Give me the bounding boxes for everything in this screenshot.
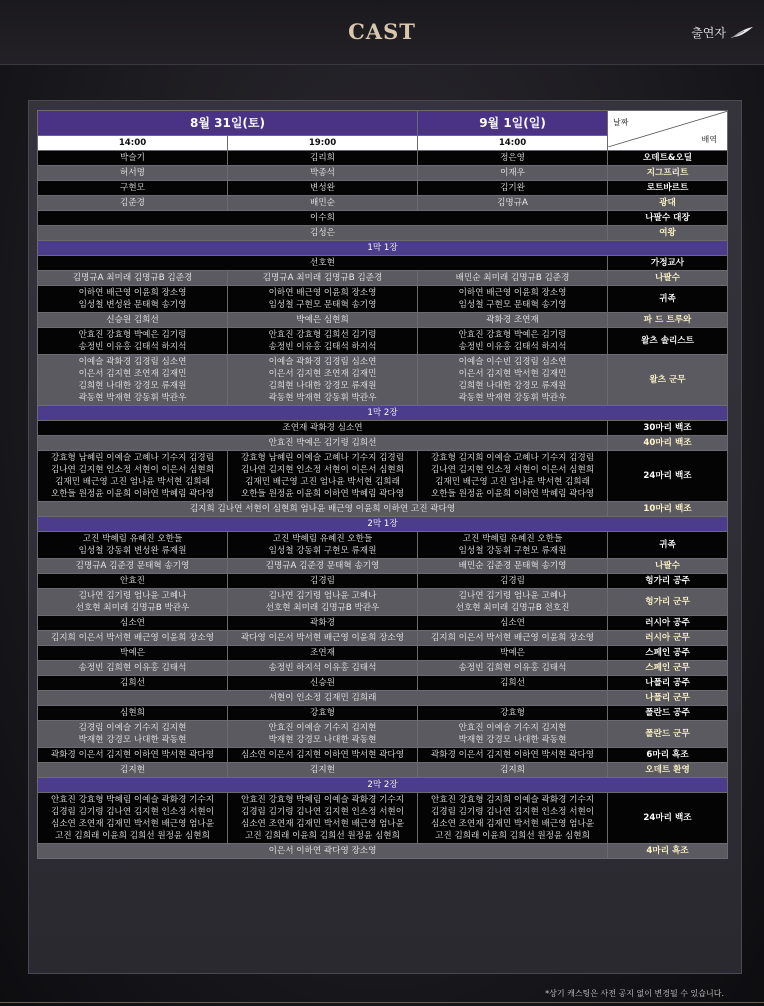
cast-cell: 고진 박혜림 유혜진 오한들 임성철 강동휘 변성완 류재원 [38, 532, 228, 559]
role-cell: 10마리 백조 [608, 502, 728, 517]
role-cell: 귀족 [608, 286, 728, 313]
scene-header-row [38, 241, 728, 256]
cast-row [38, 589, 728, 616]
cast-cell: 이예슬 이수빈 김경림 심소연 이은서 김지현 박서현 김재민 김희현 나대한 강경모 류재원 곽동현 박재현 강동휘 박관우 [418, 355, 608, 406]
time-1: 14:00 [38, 136, 228, 151]
feather-icon [730, 26, 754, 40]
cast-row [38, 661, 728, 676]
role-cell: 귀족 [608, 532, 728, 559]
cast-cell: 김경림 [418, 574, 608, 589]
cast-cell: 강효형 [418, 706, 608, 721]
role-cell: 40마리 백조 [608, 436, 728, 451]
date-sep1: 9월 1일(일) [418, 111, 608, 136]
scene-label: 2막 1장 [38, 517, 728, 532]
cast-cell: 안효진 강효형 박혜림 이예슬 곽화경 기수지 김경림 김기령 김나연 김지현 인소정 서현이 심소연 조연재 김재민 박서현 배근영 엄나윤 고진 김희래 이윤희 김희선 원정윤 심현희 [228, 793, 418, 844]
cast-row [38, 196, 728, 211]
cast-body [38, 151, 728, 859]
scene-label: 2막 2장 [38, 778, 728, 793]
role-cell: 러시아 공주 [608, 616, 728, 631]
cast-cell: 강효형 김지희 이예슬 고혜나 기수지 김경림 김나연 김지현 인소정 서현이 이은서 심현희 김재민 배근영 고진 엄나윤 박서현 김희래 오한들 원정윤 이윤희 이하연 박혜림 곽다영 [418, 451, 608, 502]
role-cell: 헝가리 군무 [608, 589, 728, 616]
role-cell: 나팔수 대장 [608, 211, 728, 226]
cast-cell: 고진 박혜림 유혜진 오한들 임성철 강동휘 구현모 류재원 [228, 532, 418, 559]
cast-cell: 송정빈 김희현 이유홍 김태석 [38, 661, 228, 676]
cast-cell: 김지희 김나연 서현이 심현희 엄나윤 배근영 이윤희 이하연 고진 곽다영 [38, 502, 608, 517]
cast-cell: 김지희 [418, 763, 608, 778]
corner-date-label: 날짜 [613, 118, 629, 127]
cast-row [38, 646, 728, 661]
scene-header-row [38, 406, 728, 421]
role-cell: 폴란드 공주 [608, 706, 728, 721]
cast-cell: 김나연 김기령 엄나윤 고혜나 선호현 최미래 김명규B 박관우 [228, 589, 418, 616]
cast-cell: 이예슬 곽화경 김경림 심소연 이은서 김지현 조연재 김재민 김희현 나대한 강경모 류재원 곽동현 박재현 강동휘 박관우 [228, 355, 418, 406]
cast-row [38, 631, 728, 646]
role-cell: 여왕 [608, 226, 728, 241]
cast-cell: 김기완 [418, 181, 608, 196]
date-aug31: 8월 31일(토) [38, 111, 418, 136]
role-cell: 나폴리 군무 [608, 691, 728, 706]
cast-cell: 배민순 [228, 196, 418, 211]
role-cell: 스페인 공주 [608, 646, 728, 661]
role-cell: 30마리 백조 [608, 421, 728, 436]
cast-cell: 곽화경 [228, 616, 418, 631]
cast-row [38, 226, 728, 241]
cast-row [38, 616, 728, 631]
cast-cell: 박예은 심현희 [228, 313, 418, 328]
cast-row [38, 421, 728, 436]
cast-cell: 변성완 [228, 181, 418, 196]
cast-cell: 김지희 이은서 박서현 배근영 이윤희 장소영 [38, 631, 228, 646]
cast-cell: 안효진 강효형 김희선 김기령 송정빈 이유홍 김태석 하지석 [228, 328, 418, 355]
cast-cell: 안효진 강효형 박혜림 이예슬 곽화경 기수지 김경림 김기령 김나연 김지현 인소정 서현이 심소연 조연재 김재민 박서현 배근영 엄나윤 고진 김희래 이윤희 김희선 원정윤 심현희 [38, 793, 228, 844]
cast-cell: 송정빈 김희현 이유홍 김태석 [418, 661, 608, 676]
cast-cell: 김지현 [228, 763, 418, 778]
cast-cell: 김나연 김기령 엄나윤 고혜나 선호현 최미래 김명규B 전호진 [418, 589, 608, 616]
cast-label-text: 출연자 [691, 26, 726, 40]
cast-row [38, 436, 728, 451]
cast-cell: 조연재 곽화경 심소연 [38, 421, 608, 436]
role-cell: 24마리 백조 [608, 451, 728, 502]
cast-row [38, 256, 728, 271]
role-cell: 오데트&오딜 [608, 151, 728, 166]
cast-row [38, 706, 728, 721]
cast-cell: 안효진 이예슬 기수지 김지현 박재현 강경모 나대한 곽동현 [228, 721, 418, 748]
cast-cell: 김지현 [38, 763, 228, 778]
cast-cell: 김명규A [418, 196, 608, 211]
cast-row [38, 748, 728, 763]
cast-cell: 안효진 이예슬 기수지 김지현 박재현 강경모 나대한 곽동현 [418, 721, 608, 748]
cast-cell: 안효진 강효형 박예은 김기령 송정빈 이유홍 김태석 하지석 [38, 328, 228, 355]
cast-row [38, 532, 728, 559]
cast-cell: 심소연 이은서 김지현 이하연 박서현 곽다영 [228, 748, 418, 763]
cast-cell: 고진 박혜림 유혜진 오한들 임성철 강동휘 구현모 류재원 [418, 532, 608, 559]
cast-cell: 정은영 [418, 151, 608, 166]
cast-cell: 이예슬 곽화경 김경림 심소연 이은서 김지현 조연재 김재민 김희현 나대한 강경모 류재원 곽동현 박재현 강동휘 박관우 [38, 355, 228, 406]
cast-cell: 김성은 [38, 226, 608, 241]
cast-row [38, 691, 728, 706]
footnote: *상기 캐스팅은 사전 공지 없이 변경될 수 있습니다. [545, 989, 724, 998]
cast-cell: 박종석 [228, 166, 418, 181]
cast-row [38, 355, 728, 406]
cast-cell: 김리희 [228, 151, 418, 166]
cast-row [38, 559, 728, 574]
cast-cell: 심소연 [418, 616, 608, 631]
cast-cell: 송정빈 하지석 이유홍 김태석 [228, 661, 418, 676]
role-cell: 24마리 백조 [608, 793, 728, 844]
role-cell: 스페인 군무 [608, 661, 728, 676]
cast-cell: 김희선 [418, 676, 608, 691]
corner-cell [608, 111, 728, 151]
date-row [38, 111, 728, 136]
cast-cell: 김경림 이예슬 기수지 김지현 박재현 강경모 나대한 곽동현 [38, 721, 228, 748]
cast-cell: 구현모 [38, 181, 228, 196]
cast-row [38, 211, 728, 226]
cast-row [38, 313, 728, 328]
scene-header-row [38, 517, 728, 532]
cast-cell: 허서명 [38, 166, 228, 181]
page-title: CAST [348, 19, 416, 44]
cast-cell: 강효형 남혜린 이예슬 고혜나 기수지 김경림 김나연 김지현 인소정 서현이 이은서 심현희 김재민 배근영 고진 엄나윤 박서현 김희래 오한들 원정윤 이윤희 이하연 박혜림 곽다영 [228, 451, 418, 502]
cast-row [38, 502, 728, 517]
role-cell: 나팔수 [608, 559, 728, 574]
time-2: 19:00 [228, 136, 418, 151]
cast-cell: 배민순 최미래 김명규B 김준경 [418, 271, 608, 286]
cast-cell: 이재우 [418, 166, 608, 181]
cast-cell: 선호현 [38, 256, 608, 271]
cast-row [38, 676, 728, 691]
role-cell: 로트바르트 [608, 181, 728, 196]
role-cell: 가정교사 [608, 256, 728, 271]
cast-table [37, 110, 728, 859]
role-cell: 파 드 트루와 [608, 313, 728, 328]
cast-cell: 김명규A 최미래 김명규B 김준경 [228, 271, 418, 286]
cast-cell: 신승원 김희선 [38, 313, 228, 328]
role-cell: 광대 [608, 196, 728, 211]
cast-cell: 이하연 배근영 이윤희 장소영 임성철 구현모 문태혁 송기영 [228, 286, 418, 313]
scene-header-row [38, 778, 728, 793]
cast-row [38, 328, 728, 355]
cast-cell: 곽다영 이은서 박서현 배근영 이윤희 장소영 [228, 631, 418, 646]
cast-row [38, 763, 728, 778]
cast-cell: 강효형 남혜린 이예슬 고혜나 기수지 김경림 김나연 김지현 인소정 서현이 이은서 심현희 김재민 배근영 고진 엄나윤 박서현 김희래 오한들 원정윤 이윤희 이하연 박혜림 곽다영 [38, 451, 228, 502]
role-cell: 왈츠 솔리스트 [608, 328, 728, 355]
cast-cell: 안효진 박예은 김기령 김희선 [38, 436, 608, 451]
cast-cell: 신승원 [228, 676, 418, 691]
cast-cell: 박예은 [418, 646, 608, 661]
cast-cell: 조연재 [228, 646, 418, 661]
cast-cell: 김경림 [228, 574, 418, 589]
cast-cell: 박슬기 [38, 151, 228, 166]
cast-cell: 안효진 강효형 김지희 이예슬 곽화경 기수지 김경림 김기령 김나연 김지현 인소정 서현이 심소연 조연재 김재민 박서현 배근영 엄나윤 고진 김희래 이윤희 김희선 원정윤 심현희 [418, 793, 608, 844]
cast-cell: 강효형 [228, 706, 418, 721]
role-cell: 6마리 흑조 [608, 748, 728, 763]
cast-cell: 이수희 [38, 211, 608, 226]
cast-cell: 김명규A 김준경 문태혁 송기영 [228, 559, 418, 574]
cast-cell: 곽화경 이은서 김지현 이하연 박서현 곽다영 [38, 748, 228, 763]
cast-cell: 김명규A 김준경 문태혁 송기영 [38, 559, 228, 574]
role-cell: 러시아 군무 [608, 631, 728, 646]
role-cell: 4마리 흑조 [608, 844, 728, 859]
cast-row [38, 793, 728, 844]
role-cell: 나폴리 공주 [608, 676, 728, 691]
cast-cell: 곽화경 조연재 [418, 313, 608, 328]
cast-cell: 안효진 강효형 박예은 김기령 송정빈 이유홍 김태석 하지석 [418, 328, 608, 355]
cast-row [38, 271, 728, 286]
cast-row [38, 721, 728, 748]
cast-row [38, 844, 728, 859]
cast-cell: 안효진 [38, 574, 228, 589]
cast-cell: 곽화경 이은서 김지현 이하연 박서현 곽다영 [418, 748, 608, 763]
role-cell: 나팔수 [608, 271, 728, 286]
cast-cell: 김나연 김기령 엄나윤 고혜나 선호현 최미래 김명규B 박관우 [38, 589, 228, 616]
cast-cell: 김희선 [38, 676, 228, 691]
cast-cell: 이하연 배근영 이윤희 장소영 임성철 구현모 문태혁 송기영 [418, 286, 608, 313]
cast-cell: 김명규A 최미래 김명규B 김준경 [38, 271, 228, 286]
role-cell: 오데트 환영 [608, 763, 728, 778]
role-cell: 지그프리트 [608, 166, 728, 181]
role-cell: 헝가리 공주 [608, 574, 728, 589]
cast-label [691, 24, 754, 41]
scene-label: 1막 2장 [38, 406, 728, 421]
cast-cell: 배민순 김준경 문태혁 송기영 [418, 559, 608, 574]
cast-cell: 김지희 이은서 박서현 배근영 이윤희 장소영 [418, 631, 608, 646]
role-cell: 폴란드 군무 [608, 721, 728, 748]
cast-cell: 이하연 배근영 이윤희 장소영 임성철 변성완 문태혁 송기영 [38, 286, 228, 313]
cast-row [38, 151, 728, 166]
cast-row [38, 181, 728, 196]
time-3: 14:00 [418, 136, 608, 151]
cast-row [38, 451, 728, 502]
bottom-line [0, 1002, 764, 1003]
cast-row [38, 286, 728, 313]
cast-row [38, 574, 728, 589]
cast-cell: 서현이 인소정 김재민 김희래 [38, 691, 608, 706]
cast-cell: 박예은 [38, 646, 228, 661]
role-cell: 왈츠 군무 [608, 355, 728, 406]
cast-cell: 심소연 [38, 616, 228, 631]
cast-cell: 김준경 [38, 196, 228, 211]
cast-row [38, 166, 728, 181]
corner-role-label: 배역 [701, 135, 718, 144]
cast-cell: 심현희 [38, 706, 228, 721]
cast-cell: 이은서 이하연 곽다영 장소영 [38, 844, 608, 859]
scene-label: 1막 1장 [38, 241, 728, 256]
